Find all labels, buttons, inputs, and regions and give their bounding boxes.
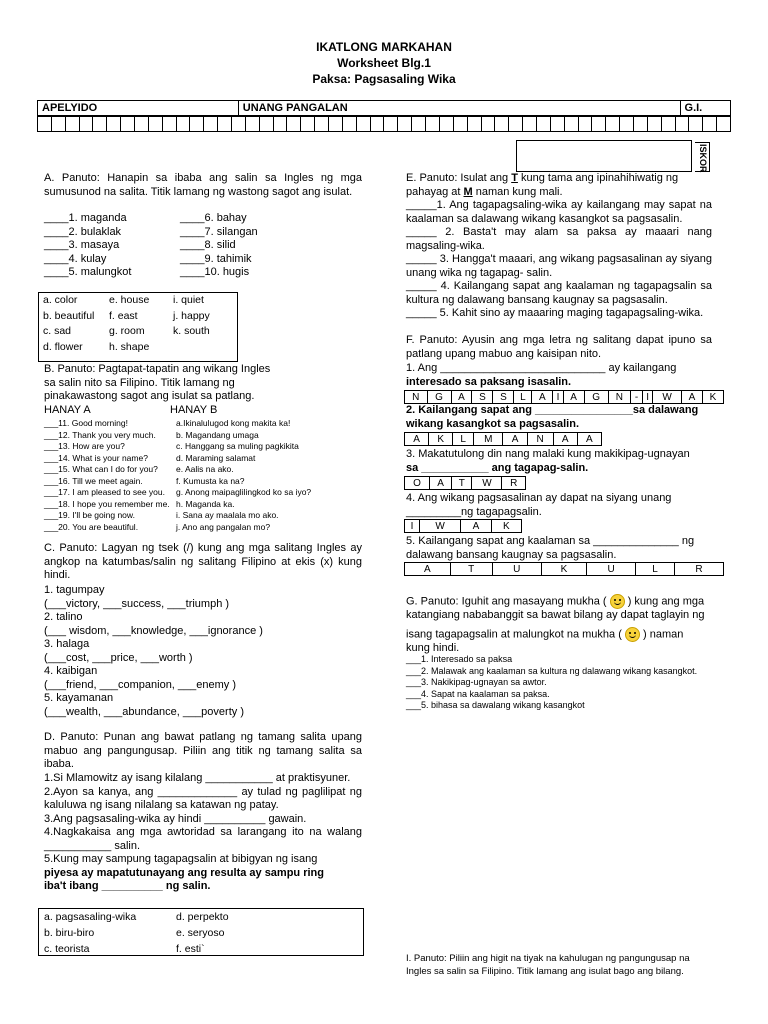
name-cells[interactable] [37,116,731,132]
list-item: ___18. I hope you remember me. [44,498,170,509]
section-b-column-a [44,418,170,533]
section-a-instructions: A. Panuto: Hanapin sa ibaba ang salin sa Ingles ng mga sumusunod na salita. Titik lamang ng wastong sagot ang isulat. [44,172,362,198]
list-item: ___5. bihasa sa dawalang wikang kasangkot [406,700,585,710]
list-item: ___16. Till we meet again. [44,475,143,486]
list-item: ___14. What is your name? [44,452,148,463]
list-item: 5.Kung may sampung tagapagsalin at bibigyan ng isang [44,853,318,865]
list-item: _____ 5. Kahit sino ay maaaring maging tagapagsaling-wika. [406,307,704,319]
section-f-q1: 1. Ang ___________________________ ay kailangang interesado sa paksang isasalin. [406,362,677,388]
list-item: 3.Ang pagsasaling-wika ay hindi __________ gawain. [44,812,307,825]
section-c-instructions: C. Panuto: Lagyan ng tsek (/) kung ang mga salitang Ingles ay angkop na katumbas/salin ng salitang Filipino at ekis (x) kung hindi. [44,542,362,581]
list-item: ___3. Nakikipag-ugnayan sa awtor. [406,677,547,687]
list-item: ___15. What can I do for you? [44,464,158,474]
list-item: _____ 4. Kailangang sapat ang kaalaman ng tagapagsalin sa kultura ng dalawang bansang kaugnay sa pagsasalin. [406,280,712,306]
list-item: 4. kaibigan [44,665,98,677]
list-item: _____ 2. Basta't may alam sa paksa ay maaari nang magsaling-wika. [406,226,712,252]
list-item: (___victory, ___success, ___triumph ) [44,597,230,610]
list-item: ____5. malungkot [44,266,132,278]
section-a-left-items [44,212,131,280]
hanay-b-label: HANAY B [170,404,218,416]
section-f-q2: 2. Kailangang sapat ang ________________sa dalawang wikang kasangkot sa pagsasalin. [406,404,699,430]
list-item: ____2. bulaklak [44,225,122,238]
section-c-items [44,584,263,719]
list-item: ____10. hugis [180,266,250,278]
list-item: (___wealth, ___abundance, ___poverty ) [44,705,244,718]
list-item: ____8. silid [180,239,236,251]
worksheet-number: Worksheet Blg.1 [337,56,431,70]
list-item: _____ 3. Hangga't maaari, ang wikang pagsasalinan ay siyang unang wika ng tagapag- salin. [406,253,712,279]
list-item: ___11. Good morning! [44,418,128,428]
section-g-instructions: G. Panuto: Iguhit ang masayang mukha ( ) kung ang mga katangiang nababanggit sa bawat bilang ay dapat taglayin ng isang tagapagsalin at malungkot na mukha ( ) naman kung hindi. [406,595,705,654]
list-item: 2. talino [44,611,83,623]
worksheet-title: IKATLONG MARKAHAN [316,40,452,54]
list-item: 1. tagumpay [44,584,105,596]
list-item: (___friend, ___companion, ___enemy ) [44,678,237,691]
section-g-items [406,654,706,712]
list-item: a.Ikinalulugod kong makita ka! [176,418,291,428]
letter-grid-5: A T U K U L R [404,562,724,576]
list-item: d. Maraming salamat [176,452,256,463]
sad-face-icon [625,627,640,642]
section-d-instructions: D. Panuto: Punan ang bawat patlang ng tamang salita upang mabuo ang pangungusap. Piliin ang titik ng tamang salita sa ibaba. [44,731,362,770]
list-item: ___17. I am pleased to see you. [44,487,165,497]
list-item: 3. halaga [44,638,90,650]
section-d-choices-box: a. pagsasaling-wika d. perpekto b. biru-biro e. seryoso c. teorista f. esti` [38,908,364,956]
list-item: ___1. Interesado sa paksa [406,654,513,664]
list-item: 1.Si Mlamowitz ay isang kilalang ___________ at praktisyuner. [44,772,351,784]
section-d-items [44,772,362,894]
section-a-right-items [180,212,258,280]
list-item: iba't ibang __________ ng salin. [44,880,211,892]
list-item: j. Ano ang pangalan mo? [176,521,271,532]
section-i-instructions: I. Panuto: Piliin ang higit na tiyak na kahulugan ng pangungusap na Ingles sa salin sa Filipino. Titik lamang ang isulat bago ang bilang. [406,953,690,977]
letter-grid-3: O A T W R [404,476,526,490]
section-f-q4: 4. Ang wikang pagsasalinan ay dapat na siyang unang _________ng tagapagsalin. [406,492,672,518]
list-item: c. Hanggang sa muling pagkikita [176,441,299,451]
list-item: h. Maganda ka. [176,498,235,509]
list-item: ____7. silangan [180,225,258,238]
letter-grid-2: A K L M A N A A [404,432,602,446]
list-item: ___4. Sapat na kaalaman sa paksa. [406,688,550,699]
list-item: g. Anong maipaglilingkod ko sa iyo? [176,487,312,497]
list-item: _____1. Ang tagapagsaling-wika ay kailangang may sapat na kaalaman sa dalawang wikang kasangkot sa pagsasalin. [406,199,712,225]
score-label: ISKOR [698,144,708,173]
list-item: piyesa ay mapatutunayang ang resulta ay sampu ring [44,866,324,879]
happy-face-icon [610,594,625,609]
section-f-q3: 3. Makatutulong din nang malaki kung makikipag-ugnayan sa ___________ ang tagapag-salin. [406,448,690,474]
list-item: (___cost, ___price, ___worth ) [44,651,193,664]
list-item: i. Sana ay maalala mo ako. [176,510,279,520]
list-item: ____3. masaya [44,239,120,251]
section-f-instructions: F. Panuto: Ayusin ang mga letra ng salitang dapat ipuno sa patlang upang mabuo ang kaisipan nito. [406,334,712,360]
worksheet-topic: Paksa: Pagsasaling Wika [312,72,456,86]
list-item: ____1. maganda [44,212,127,224]
gi-label: G.I. [680,101,730,116]
letter-grid-1: N G A S S L A I A G N - I W A K [404,390,724,404]
list-item: ___12. Thank you very much. [44,429,156,440]
list-item: ___13. How are you? [44,441,125,451]
list-item: 5. kayamanan [44,692,114,704]
score-box[interactable] [516,140,692,172]
name-table [37,100,731,116]
section-e-items [406,199,712,321]
letter-grid-4: I W A K [404,519,522,533]
section-e-instructions: E. Panuto: Isulat ang T kung tama ang ipinahihiwatig ng pahayag at M naman kung mali. [406,172,679,198]
list-item: ____4. kulay [44,252,107,265]
list-item: e. Aalis na ako. [176,464,234,474]
list-item: b. Magandang umaga [176,429,259,440]
score-label-box [695,142,710,172]
list-item: (___ wisdom, ___knowledge, ___ignorance ) [44,624,263,637]
section-b-instructions: B. Panuto: Pagtapat-tapatin ang wikang Ingles sa salin nito sa Filipino. Titik lamang ng pinakawastong sagot ang isulat sa patlang. [44,363,271,402]
list-item: ___20. You are beautiful. [44,521,139,532]
list-item: ____6. bahay [180,212,247,224]
section-a-choices-box: a. color e. house i. quiet b. beautiful f. east j. happy c. sad g. room k. south d. flower h. shape [38,292,238,362]
hanay-a-label: HANAY A [44,404,91,416]
list-item: ___19. I'll be going now. [44,510,135,520]
unang-pangalan-label: UNANG PANGALAN [238,101,680,116]
section-b-column-b [176,418,311,533]
list-item: 4.Nagkakaisa ang mga awtoridad sa larangang ito na walang ___________ salin. [44,826,362,852]
apelyido-label: APELYIDO [38,101,239,116]
list-item: ____9. tahimik [180,252,252,265]
list-item: 2.Ayon sa kanya, ang _____________ ay tulad ng paglilipat ng kaluluwa ng isang nilalang sa katawan ng patay. [44,785,362,811]
section-f-q5: 5. Kailangang sapat ang kaalaman sa ______________ ng dalawang bansang kaugnay sa pagsasalin. [406,535,695,561]
list-item: f. Kumusta ka na? [176,475,245,486]
list-item: ___2. Malawak ang kaalaman sa kultura ng dalawang wikang kasangkot. [406,665,698,676]
